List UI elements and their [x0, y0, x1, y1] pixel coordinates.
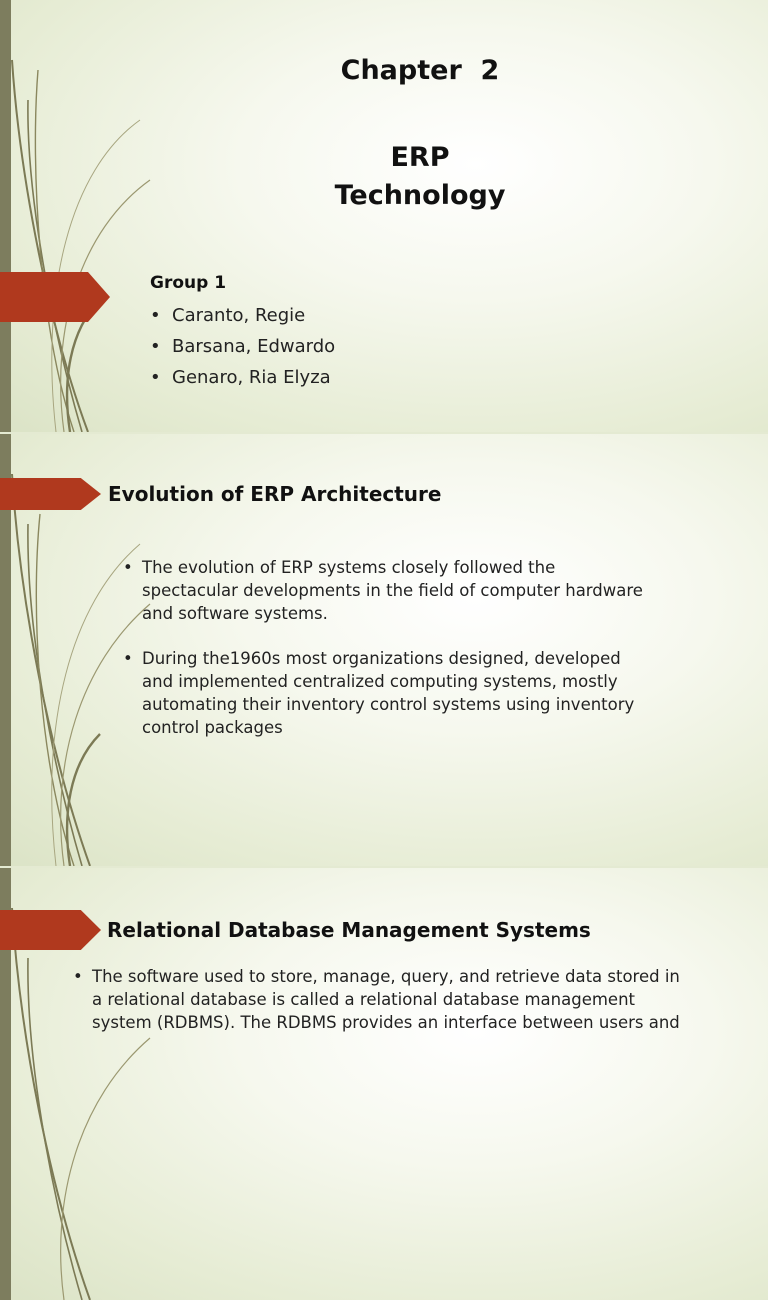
- bullet: •: [73, 967, 83, 986]
- accent-arrow: [0, 478, 101, 510]
- bullet: •: [150, 367, 161, 388]
- title-line-2: Technology: [334, 180, 506, 211]
- slide-rdbms: [0, 868, 768, 1300]
- slide-evolution: [0, 434, 768, 866]
- accent-arrow: [0, 272, 110, 322]
- member-name: Genaro, Ria Elyza: [172, 367, 331, 388]
- accent-arrow: [0, 910, 101, 950]
- bullet-text: The evolution of ERP systems closely followed the spectacular developments in the field of computer hardware and software systems.: [142, 558, 643, 623]
- list-item: [150, 303, 335, 334]
- slide-title: [0, 0, 768, 432]
- bullet: •: [123, 558, 133, 577]
- slide-heading: Evolution of ERP Architecture: [108, 482, 442, 506]
- chapter-heading: Chapter 2: [340, 55, 500, 86]
- bullet: •: [150, 305, 161, 326]
- group-label: Group 1: [150, 273, 227, 293]
- title-line-1: ERP: [390, 142, 450, 173]
- bullet-list: [123, 556, 652, 739]
- list-item: [150, 334, 335, 365]
- member-name: Caranto, Regie: [172, 305, 306, 326]
- list-item: [123, 556, 652, 625]
- list-item: [123, 647, 652, 739]
- bullet: •: [150, 336, 161, 357]
- slide-heading: Relational Database Management Systems: [107, 918, 591, 942]
- list-item: [150, 365, 335, 396]
- member-name: Barsana, Edwardo: [172, 336, 336, 357]
- bullet-text: The software used to store, manage, query, and retrieve data stored in a relational database is called a relational database management system (RDBMS). The RDBMS provides an interface between users and: [92, 967, 680, 1032]
- bullet-text: During the1960s most organizations designed, developed and implemented centralized computing systems, mostly automating their inventory control systems using inventory control packages: [142, 649, 635, 737]
- bullet: •: [123, 649, 133, 668]
- member-list: [150, 303, 335, 396]
